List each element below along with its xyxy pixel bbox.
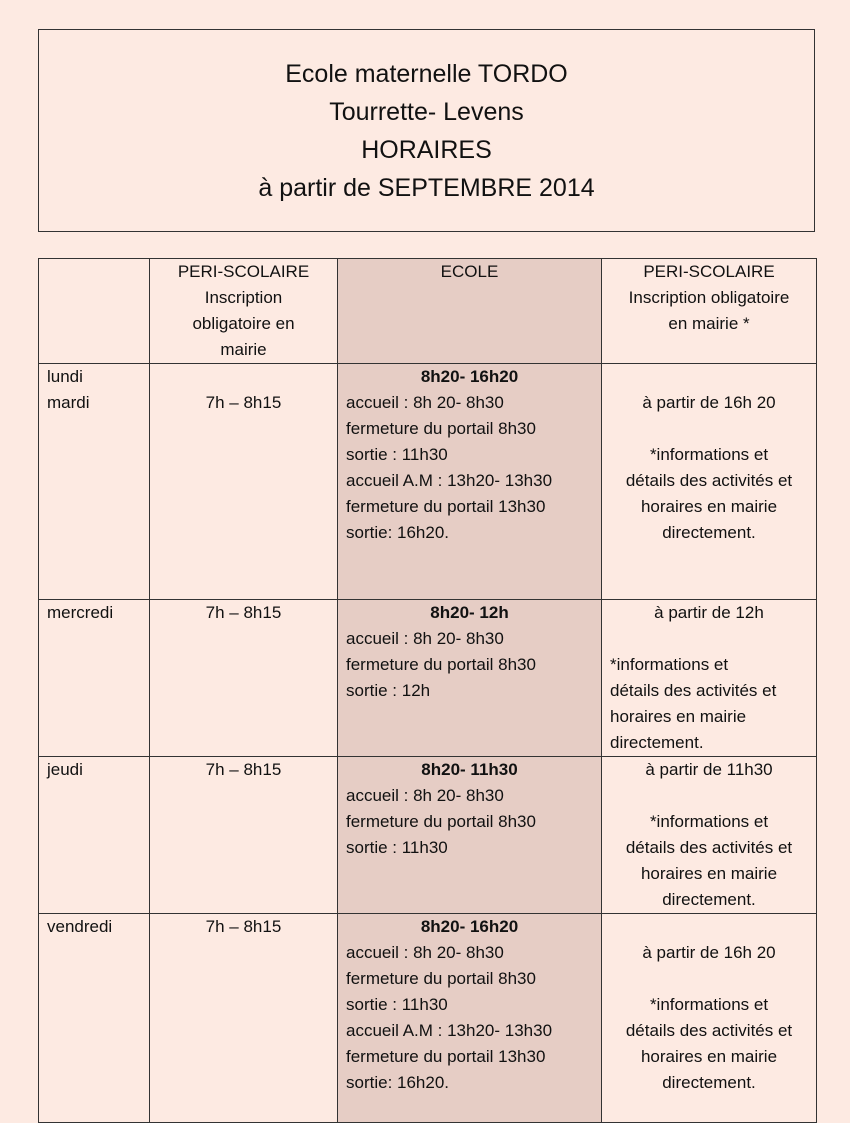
peri-evening-info: directement. [662,1073,756,1092]
peri-evening-info: directement. [610,733,704,752]
peri-morning-cell: 7h – 8h15 [150,914,338,1123]
day-label: mercredi [47,603,114,622]
page-title: HORAIRES [361,135,492,164]
schedule-table [38,258,817,1123]
peri-evening-start: à partir de 11h30 [645,760,773,779]
peri-evening-info: directement. [662,890,756,909]
ecole-detail: accueil : 8h 20- 8h30 [346,393,504,412]
header-peri-evening [602,259,817,364]
day-cell [39,757,150,914]
ecole-hours: 8h20- 11h30 [421,760,518,779]
ecole-detail: accueil : 8h 20- 8h30 [346,943,504,962]
ecole-detail: accueil : 8h 20- 8h30 [346,629,504,648]
ecole-detail: accueil A.M : 13h20- 13h30 [346,471,553,490]
ecole-cell [338,757,602,914]
header-peri-morning-line: PERI-SCOLAIRE [177,262,310,281]
ecole-detail: fermeture du portail 13h30 [346,497,546,516]
peri-evening-info: horaires en mairie [640,497,778,516]
table-row [39,600,817,757]
peri-evening-info: détails des activités et [610,681,777,700]
day-label: vendredi [47,917,113,936]
peri-evening-cell [602,914,817,1123]
ecole-cell [338,914,602,1123]
peri-evening-info: détails des activités et [625,471,793,490]
peri-evening-info: *informations et [649,995,769,1014]
peri-evening-info: détails des activités et [625,1021,793,1040]
day-cell [39,364,150,600]
header-day-cell [39,259,150,364]
peri-evening-info: *informations et [610,655,729,674]
ecole-detail: sortie : 11h30 [346,445,448,464]
ecole-hours: 8h20- 12h [430,603,509,622]
ecole-detail: sortie: 16h20. [346,1073,450,1092]
header-peri-morning-line: obligatoire en [192,314,295,333]
table-header-row [39,259,817,364]
peri-evening-cell [602,600,817,757]
day-cell [39,600,150,757]
peri-morning-cell: 7h – 8h15 [150,364,338,600]
effective-date: à partir de SEPTEMBRE 2014 [258,173,595,202]
peri-evening-info: horaires en mairie [640,1047,778,1066]
peri-evening-info: horaires en mairie [640,864,778,883]
day-label: mardi [47,393,90,412]
header-peri-evening-line: PERI-SCOLAIRE [643,262,775,281]
header-peri-evening-line: Inscription obligatoire [628,288,790,307]
ecole-detail: sortie: 16h20. [346,523,450,542]
ecole-detail: fermeture du portail 8h30 [346,655,536,674]
ecole-cell [338,364,602,600]
peri-evening-info: directement. [662,523,756,542]
peri-evening-start: à partir de 16h 20 [642,393,776,412]
table-row [39,364,817,600]
peri-evening-info: *informations et [649,812,769,831]
peri-evening-cell [602,757,817,914]
peri-morning-cell: 7h – 8h15 [150,757,338,914]
header-peri-morning [150,259,338,364]
header-peri-morning-line: mairie [220,340,267,359]
ecole-hours: 8h20- 16h20 [420,367,519,386]
peri-evening-info: horaires en mairie [610,707,747,726]
town-name: Tourrette- Levens [329,97,524,126]
ecole-detail: accueil A.M : 13h20- 13h30 [346,1021,553,1040]
peri-morning-cell: 7h – 8h15 [150,600,338,757]
day-cell [39,914,150,1123]
ecole-hours: 8h20- 16h20 [420,917,519,936]
peri-evening-start: à partir de 12h [654,603,764,622]
ecole-detail: fermeture du portail 8h30 [346,812,536,831]
ecole-detail: sortie : 11h30 [346,838,448,857]
ecole-detail: sortie : 11h30 [346,995,448,1014]
ecole-cell [338,600,602,757]
day-label: jeudi [47,760,83,779]
ecole-detail: fermeture du portail 13h30 [346,1047,546,1066]
ecole-detail: fermeture du portail 8h30 [346,969,536,988]
ecole-detail: fermeture du portail 8h30 [346,419,536,438]
title-box [38,29,815,232]
peri-evening-info: détails des activités et [625,838,793,857]
header-peri-evening-line: en mairie * [668,314,750,333]
peri-evening-cell [602,364,817,600]
header-ecole: ECOLE [338,259,602,364]
ecole-detail: sortie : 12h [346,681,431,700]
day-label: lundi [47,367,83,386]
table-row [39,757,817,914]
ecole-detail: accueil : 8h 20- 8h30 [346,786,504,805]
header-peri-morning-line: Inscription [204,288,283,307]
peri-evening-info: *informations et [649,445,769,464]
school-name: Ecole maternelle TORDO [285,59,568,88]
peri-evening-start: à partir de 16h 20 [642,943,776,962]
table-row [39,914,817,1123]
